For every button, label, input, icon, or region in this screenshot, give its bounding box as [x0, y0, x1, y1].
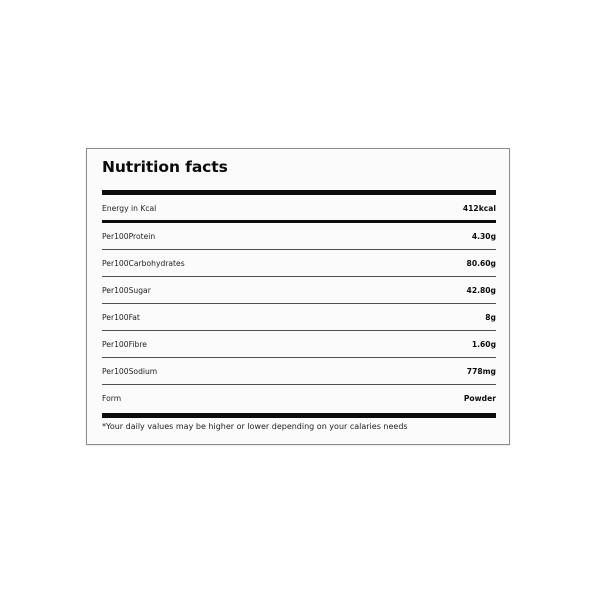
- nutrient-label: Form: [102, 394, 122, 403]
- nutrition-row-sodium: [102, 358, 496, 385]
- nutrient-label: Energy in Kcal: [102, 204, 157, 213]
- nutrient-value: 1.60g: [471, 339, 496, 349]
- nutrition-row-sugar: [102, 277, 496, 304]
- nutrition-row-fat: [102, 304, 496, 331]
- nutrient-label: Per100Sodium: [102, 366, 158, 376]
- nutrition-row-fibre: [102, 331, 496, 358]
- thick-divider-bottom: [102, 413, 496, 418]
- nutrition-row-energy: [102, 195, 496, 222]
- nutrient-value: 8g: [485, 312, 496, 322]
- nutrient-label: Per100Carbohydrates: [102, 258, 185, 268]
- nutrition-row-form: [102, 385, 496, 412]
- nutrient-value: 778mg: [466, 366, 496, 376]
- nutrient-value: Powder: [463, 394, 496, 403]
- nutrient-value: 42.80g: [466, 285, 496, 295]
- nutrient-label: Per100Protein: [102, 231, 156, 241]
- nutrient-label: Per100Sugar: [102, 285, 151, 295]
- nutrition-row-carbohydrates: [102, 250, 496, 277]
- nutrition-row-protein: [102, 223, 496, 250]
- daily-values-footnote: *Your daily values may be higher or lower depending on your calaries needs: [102, 422, 408, 431]
- nutrient-label: Per100Fibre: [102, 339, 147, 349]
- nutrient-label: Per100Fat: [102, 312, 140, 322]
- nutrient-value: 80.60g: [466, 258, 496, 268]
- nutrient-value: 4.30g: [471, 231, 496, 241]
- nutrition-facts-panel: [86, 148, 510, 445]
- nutrition-facts-title: Nutrition facts: [102, 158, 228, 176]
- nutrient-value: 412kcal: [462, 204, 496, 213]
